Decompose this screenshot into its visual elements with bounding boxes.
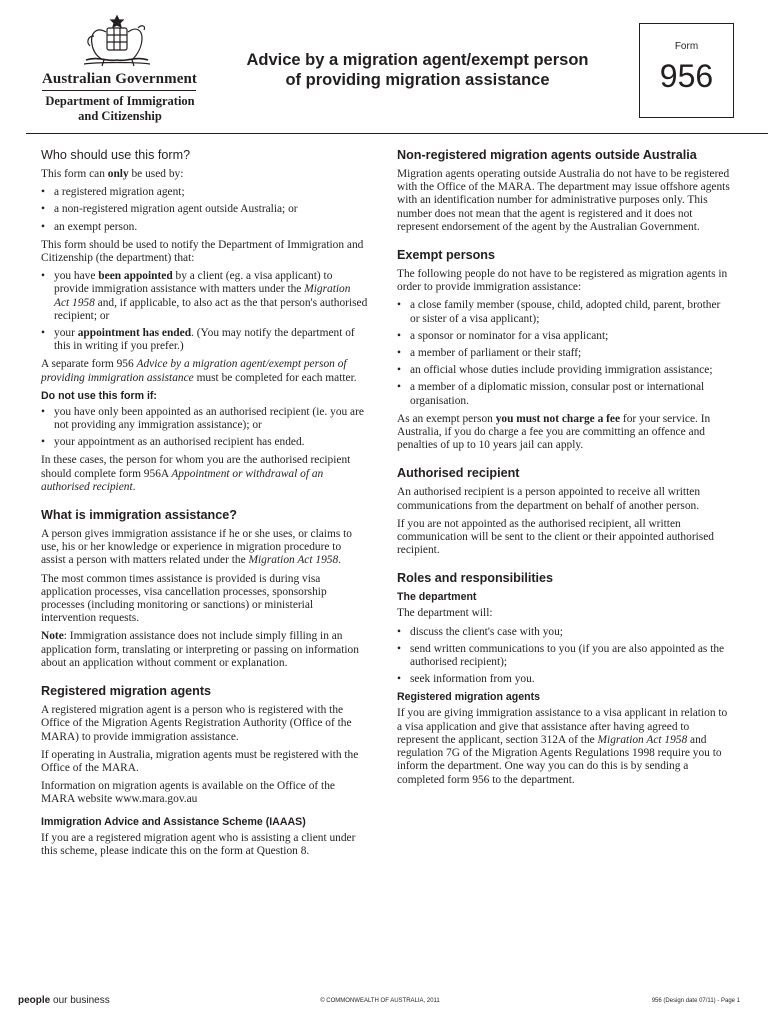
regagents-italic: Migration Act 1958 [597, 733, 688, 746]
list-item: • an official whose duties include providing immigration assistance; [397, 364, 732, 377]
footer-brand [18, 995, 110, 1006]
exempt-charge [397, 413, 732, 453]
who-list [41, 186, 368, 234]
form-title [225, 50, 610, 90]
who-intro [41, 168, 368, 181]
what-p1-post: . [338, 554, 342, 567]
registered-paragraph-2: If operating in Australia, migration agents must be registered with the Office of the MARA. [41, 748, 359, 774]
what-note-text: : Immigration assistance does not include simply filling in an application form, translating or interpreting or passing on information about an application without comment or explanation. [41, 630, 359, 669]
notify-1-italic: Migration Act 1958 [54, 283, 351, 309]
cases-post: . [132, 480, 136, 493]
notify-1-post: and, if applicable, to also act as the that person's authorised recipient; or [54, 296, 368, 322]
cases-paragraph [41, 454, 368, 494]
iaaas-paragraph: If you are a registered migration agent who is assisting a client under this scheme, please indicate this on the form at Question 8. [41, 831, 356, 857]
government-name: Australian Government [42, 71, 198, 87]
form-label: Form [674, 41, 699, 52]
authorised-paragraph-2: If you are not appointed as the authorised recipient, all written communication will be sent to the client or their appointed authorised recipient. [397, 517, 714, 557]
what-note-bold: Note [41, 630, 64, 643]
notify-2-pre: your [54, 327, 78, 340]
notify-list [41, 270, 368, 353]
what-p1-pre: A person gives immigration assistance if he or she uses, or claims to use, his or her knowledge or experience in migration procedure to assist a person with matters related under the [41, 528, 352, 567]
footer-copyright: © COMMONWEALTH OF AUSTRALIA, 2011 [320, 998, 440, 1004]
coat-of-arms-icon [78, 14, 156, 70]
what-p1-italic: Migration Act 1958 [248, 554, 339, 567]
exempt-charge-post: for your service. In Australia, if you do charge a fee you are committing an offence and penalties of up to 10 years jail can apply. [397, 412, 711, 452]
form-number-box [639, 23, 734, 118]
regagents-post: and regulation 7G of the Migration Agents Regulations 1998 require you to inform the department. One way you can do this is by sending a completed form 956 to the department. [397, 733, 722, 786]
department-subheading: The department [397, 591, 477, 604]
who-intro-post: be used by: [128, 168, 184, 180]
what-heading: What is immigration assistance? [41, 508, 237, 523]
government-rule [42, 90, 196, 91]
list-item: • send written communications to you (if you are also appointed as the authorised recipient); [397, 643, 732, 669]
department-intro: The department will: [397, 607, 493, 620]
separate-form-note [41, 358, 368, 384]
list-item: • you have only been appointed as an authorised recipient (ie. you are not providing any immigration assistance); or [41, 406, 368, 432]
exempt-heading: Exempt persons [397, 248, 495, 263]
separate-italic: Advice by a migration agent/exempt person of providing immigration assistance [41, 358, 347, 384]
notify-1-mid: by a client (eg. a visa applicant) to provide immigration assistance with matters under the [54, 270, 333, 296]
separate-post: must be completed for each matter. [193, 371, 357, 384]
cases-pre: In these cases, the person for whom you are the authorised recipient should complete form 956A [41, 454, 351, 480]
form-title-line-1: Advice by a migration agent/exempt person [246, 51, 589, 69]
list-item: • a member of a diplomatic mission, consular post or international organisation. [397, 381, 732, 407]
who-heading: Who should use this form? [41, 148, 191, 162]
list-item: • a registered migration agent; [41, 186, 368, 199]
list-item [41, 270, 368, 323]
registered-agents-paragraph [397, 707, 732, 786]
list-item: • seek information from you. [397, 673, 732, 686]
list-item: • an exempt person. [41, 221, 368, 234]
notify-2-post: . (You may notify the department of this in writing if you prefer.) [54, 327, 355, 353]
exempt-list [397, 299, 732, 407]
list-item: • a member of parliament or their staff; [397, 347, 732, 360]
exempt-intro: The following people do not have to be registered as migration agents in order to provide immigration assistance: [397, 268, 728, 294]
who-intro-bold: only [107, 168, 129, 180]
list-item: • your appointment as an authorised recipient has ended. [41, 436, 368, 449]
list-item: • a non-registered migration agent outside Australia; or [41, 203, 368, 216]
left-column [41, 148, 368, 863]
form-title-line-2: of providing migration assistance [285, 71, 550, 89]
registered-paragraph-3: Information on migration agents is available on the Office of the MARA website www.mara.gov.au [41, 780, 335, 806]
separate-pre: A separate form 956 [41, 358, 137, 371]
regagents-pre: If you are giving immigration assistance to a visa applicant in relation to a visa application and give that assistance after having agreed to represent the applicant, section 312A of the [397, 707, 728, 746]
what-note [41, 630, 368, 670]
department-name [40, 94, 200, 124]
form-number: 956 [659, 58, 714, 94]
registered-agents-heading: Registered migration agents [41, 684, 212, 699]
do-not-heading: Do not use this form if: [41, 389, 157, 402]
exempt-charge-bold: you must not charge a fee [495, 412, 621, 425]
list-item [41, 327, 368, 353]
iaaas-heading: Immigration Advice and Assistance Scheme (IAAAS) [41, 815, 306, 828]
page-header [0, 0, 768, 134]
cases-italic: Appointment or withdrawal of an authorised recipient [41, 467, 324, 493]
notify-1-bold: been appointed [98, 270, 173, 283]
department-list [397, 626, 732, 687]
notify-1-pre: you have [54, 270, 99, 283]
notify-2-bold: appointment has ended [77, 327, 192, 340]
footer-page-info: 956 (Design date 07/11) - Page 1 [651, 998, 740, 1004]
page-footer [0, 992, 768, 1012]
header-divider [26, 133, 768, 134]
footer-brand-bold: people [18, 995, 51, 1006]
nonregistered-heading: Non-registered migration agents outside Australia [397, 148, 697, 162]
roles-heading: Roles and responsibilities [397, 571, 554, 586]
registered-agents-subheading: Registered migration agents [397, 691, 541, 704]
list-item: • a sponsor or nominator for a visa applicant; [397, 330, 732, 343]
authorised-recipient-heading: Authorised recipient [397, 466, 520, 481]
authorised-paragraph-1: An authorised recipient is a person appointed to receive all written communications from the department on behalf of another person. [397, 486, 701, 512]
nonregistered-paragraph: Migration agents operating outside Australia do not have to be registered with the Office of the MARA. The department may issue offshore agents with an identification number for administrative purposes only. This number does not mean that the agent is registered and it does not represent endorsement of the agent by the Australian Government. [397, 168, 730, 233]
notify-intro: This form should be used to notify the Department of Immigration and Citizenship (the department) that: [41, 238, 364, 265]
who-intro-pre: This form can [41, 168, 108, 180]
footer-brand-rest: our business [50, 995, 110, 1006]
list-item: • discuss the client's case with you; [397, 626, 732, 639]
what-paragraph-1 [41, 528, 368, 568]
do-not-list [41, 406, 368, 450]
list-item: • a close family member (spouse, child, adopted child, parent, brother or sister of a visa applicant); [397, 299, 732, 325]
what-paragraph-2: The most common times assistance is provided is during visa application processes, visa cancellation processes, sponsorship processes (including monitoring or sanctions) or ministerial intervention requests. [41, 572, 327, 625]
department-name-text: Department of Immigration and Citizenship [45, 94, 195, 123]
registered-paragraph-1: A registered migration agent is a person who is registered with the Office of the Migration Agents Registration Authority (Office of the MARA) to provide immigration assistance. [41, 704, 352, 743]
right-column [397, 148, 732, 792]
exempt-charge-pre: As an exempt person [397, 412, 496, 425]
